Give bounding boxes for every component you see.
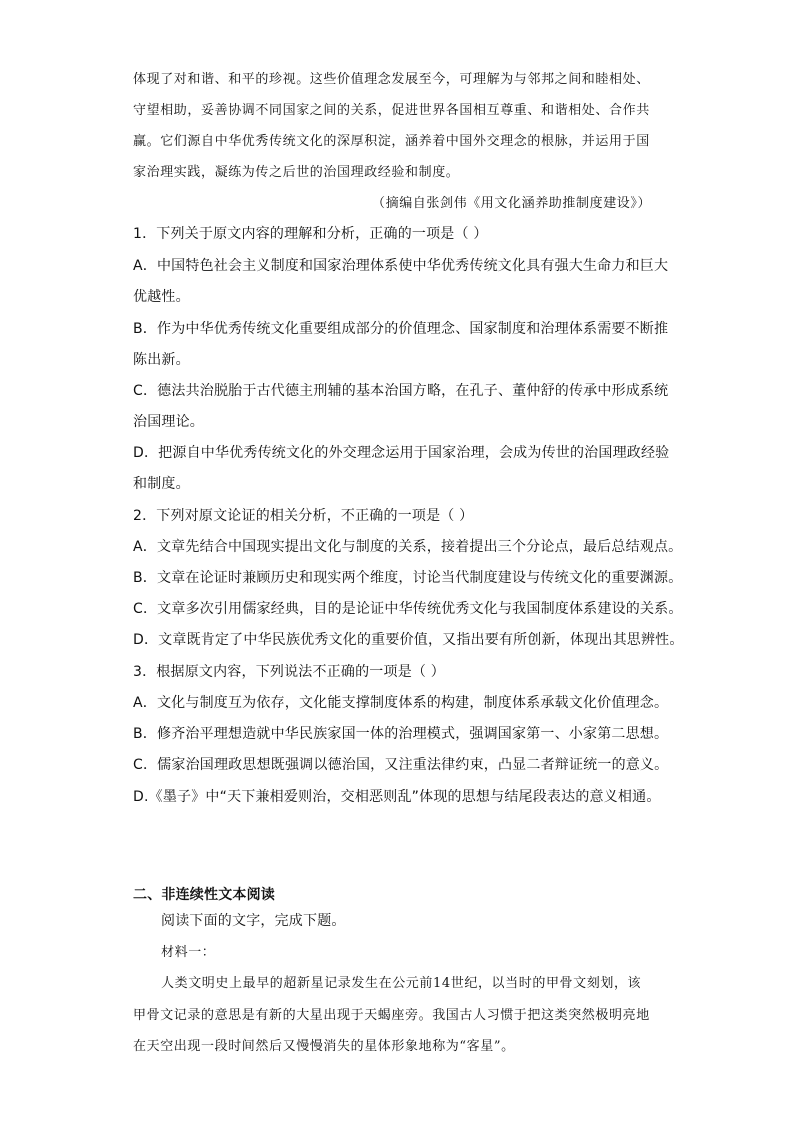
option-d: D.《墨子》中“天下兼相爱则治，交相恶则乱”体现的思想与结尾段表达的意义相通。 bbox=[133, 789, 661, 805]
option-b: B．修齐治平理想造就中华民族家国一体的治理模式，强调国家第一、小家第二思想。 bbox=[133, 726, 669, 742]
question-stem: 2．下列对原文论证的相关分析，不正确的一项是（ ） bbox=[133, 508, 474, 524]
option-b-line1: B．作为中华优秀传统文化重要组成部分的价值理念、国家制度和治理体系需要不断推 bbox=[133, 321, 669, 337]
material-label: 材料一： bbox=[161, 945, 216, 960]
option-d-line1: D．把源自中华优秀传统文化的外交理念运用于国家治理，会成为传世的治国理政经验 bbox=[133, 445, 670, 461]
passage-line: 家治理实践，凝练为传之后世的治国理政经验和制度。 bbox=[133, 165, 460, 180]
material-line: 人类文明史上最早的超新星记录发生在公元前14世纪，以当时的甲骨文刻划，该 bbox=[161, 976, 642, 991]
option-c: C．儒家治国理政思想既强调以德治国，又注重法律约束，凸显二者辩证统一的意义。 bbox=[133, 757, 669, 773]
passage-line: 守望相助，妥善协调不同国家之间的关系，促进世界各国相互尊重、和谐相处、合作共 bbox=[133, 103, 650, 118]
option-b: B．文章在论证时兼顾历史和现实两个维度，讨论当代制度建设与传统文化的重要渊源。 bbox=[133, 570, 683, 586]
option-c-line1: C．德法共治脱胎于古代德主刑辅的基本治国方略，在孔子、董仲舒的传承中形成系统 bbox=[133, 383, 669, 399]
passage-line: 体现了对和谐、和平的珍视。这些价值理念发展至今，可理解为与邻邦之间和睦相处、 bbox=[133, 72, 650, 87]
section-heading: 二、非连续性文本阅读 bbox=[133, 887, 275, 903]
option-a: A．文章先结合中国现实提出文化与制度的关系，接着提出三个分论点，最后总结观点。 bbox=[133, 539, 683, 555]
option-a-line2: 优越性。 bbox=[133, 289, 190, 305]
option-d-line2: 和制度。 bbox=[133, 476, 190, 492]
question-stem: 3．根据原文内容，下列说法不正确的一项是（ ） bbox=[133, 664, 445, 680]
option-c: C．文章多次引用儒家经典，目的是论证中华传统优秀文化与我国制度体系建设的关系。 bbox=[133, 601, 683, 617]
option-d: D．文章既肯定了中华民族优秀文化的重要价值，又指出要有所创新，体现出其思辨性。 bbox=[133, 632, 684, 648]
option-a-line1: A．中国特色社会主义制度和国家治理体系使中华优秀传统文化具有强大生命力和巨大 bbox=[133, 258, 669, 274]
option-a: A．文化与制度互为依存，文化能支撑制度体系的构建，制度体系承载文化价值理念。 bbox=[133, 695, 669, 711]
passage-source: （摘编自张剑伟《用文化涵养助推制度建设》） bbox=[372, 196, 652, 211]
question-stem: 1．下列关于原文内容的理解和分析，正确的一项是（ ） bbox=[133, 226, 488, 242]
material-line: 在天空出现一段时间然后又慢慢消失的星体形象地称为“客星”。 bbox=[133, 1039, 515, 1054]
option-b-line2: 陈出新。 bbox=[133, 352, 190, 368]
material-line: 甲骨文记录的意思是有新的大星出现于天蝎座旁。我国古人习惯于把这类突然极明亮地 bbox=[133, 1008, 650, 1023]
option-c-line2: 治国理论。 bbox=[133, 414, 204, 430]
passage-line: 赢。它们源自中华优秀传统文化的深厚积淀，涵养着中国外交理念的根脉，并运用于国 bbox=[133, 134, 650, 149]
section-instruction: 阅读下面的文字，完成下题。 bbox=[161, 913, 346, 929]
